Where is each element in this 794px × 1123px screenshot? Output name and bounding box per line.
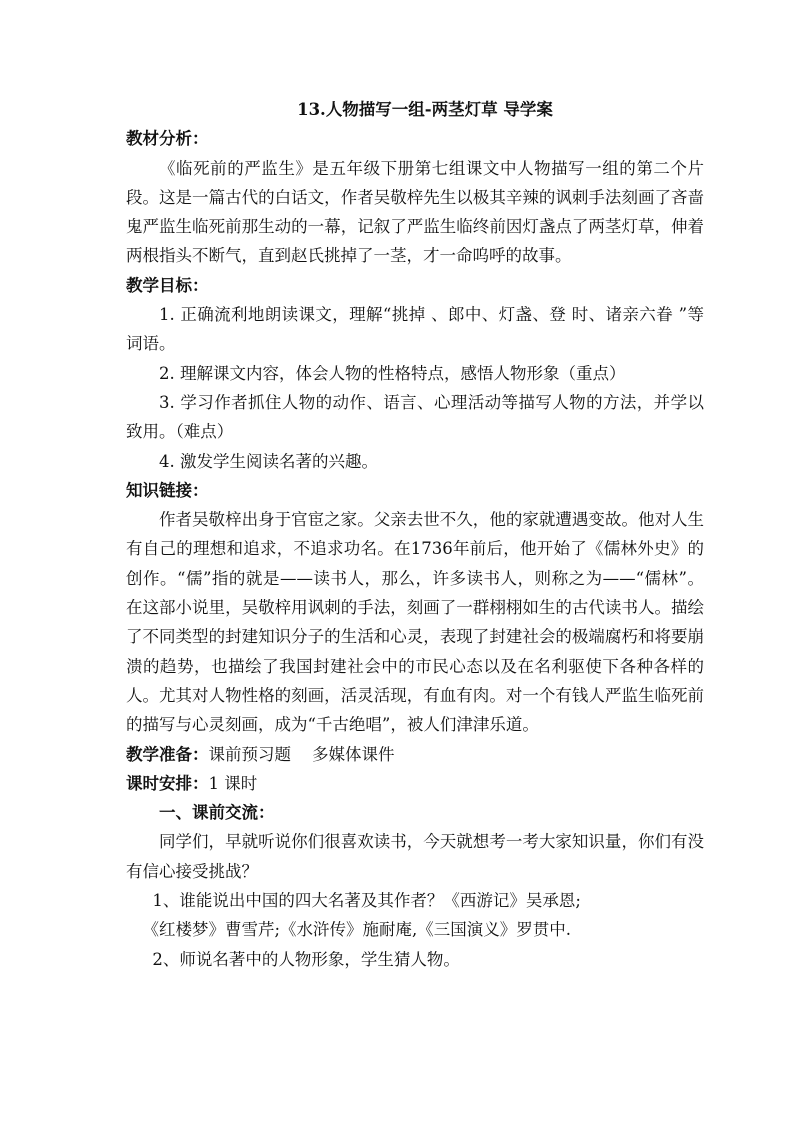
goal-item-2: 2. 理解课文内容，体会人物的性格特点，感悟人物形象（重点）	[159, 363, 626, 383]
schedule-value: 1 课时	[208, 773, 258, 793]
question-1: 1、谁能说出中国的四大名著及其作者？《西游记》吴承恩;	[152, 891, 581, 911]
document-content	[126, 95, 704, 974]
section-heading-analysis: 教材分析：	[126, 129, 209, 149]
part1-intro: 同学们，早就听说你们很喜欢读书，今天就想考一考大家知识量，你们有没有信心接受挑战？	[126, 832, 704, 881]
page-title: 13.人物描写一组-两茎灯草 导学案	[297, 100, 553, 119]
prep-value: 课前预习题 多媒体课件	[208, 744, 395, 764]
prep-label: 教学准备：	[126, 744, 209, 764]
analysis-paragraph: 《临死前的严监生》是五年级下册第七组课文中人物描写一组的第二个片段。这是一篇古代的白话文，作者吴敬梓先生以极其辛辣的讽刺手法刻画了吝啬鬼严监生临死前那生动的一幕，记叙了严监生临终前因灯盏点了两茎灯草，伸着两根指头不断气，直到赵氏挑掉了一茎，才一命呜呼的故事。	[126, 158, 704, 266]
section-heading-knowledge: 知识链接：	[126, 480, 209, 500]
schedule-line	[126, 769, 704, 798]
schedule-label: 课时安排：	[126, 773, 209, 793]
section-heading-part1: 一、课前交流：	[159, 803, 275, 823]
prep-line	[126, 740, 704, 769]
goal-item-1: 1. 正确流利地朗读课文，理解“挑掉 、郎中、灯盏、登 时、诸亲六眷 ”等词语。	[126, 305, 704, 354]
section-heading-goals: 教学目标：	[126, 275, 209, 295]
answer-1: 《红楼梦》曹雪芹;《水浒传》施耐庵,《三国演义》罗贯中.	[142, 920, 572, 940]
question-2: 2、师说名著中的人物形象，学生猜人物。	[152, 949, 460, 969]
knowledge-paragraph: 作者吴敬梓出身于官宦之家。父亲去世不久，他的家就遭遇变故。他对人生有自己的理想和追求，不追求功名。在1736年前后，他开始了《儒林外史》的创作。“儒”指的就是——读书人，那么，许多读书人，则称之为——“儒林”。在这部小说里，吴敬梓用讽刺的手法，刻画了一群栩栩如生的古代读书人。描绘了不同类型的封建知识分子的生活和心灵，表现了封建社会的极端腐朽和将要崩溃的趋势，也描绘了我国封建社会中的市民心态以及在名利驱使下各种各样的人。尤其对人物性格的刻画，活灵活现，有血有肉。对一个有钱人严监生临死前的描写与心灵刻画，成为“千古绝唱”，被人们津津乐道。	[126, 510, 704, 735]
goal-item-3: 3. 学习作者抓住人物的动作、语言、心理活动等描写人物的方法，并学以致用。（难点）	[126, 392, 704, 442]
goal-item-4: 4. 激发学生阅读名著的兴趣。	[159, 451, 378, 471]
